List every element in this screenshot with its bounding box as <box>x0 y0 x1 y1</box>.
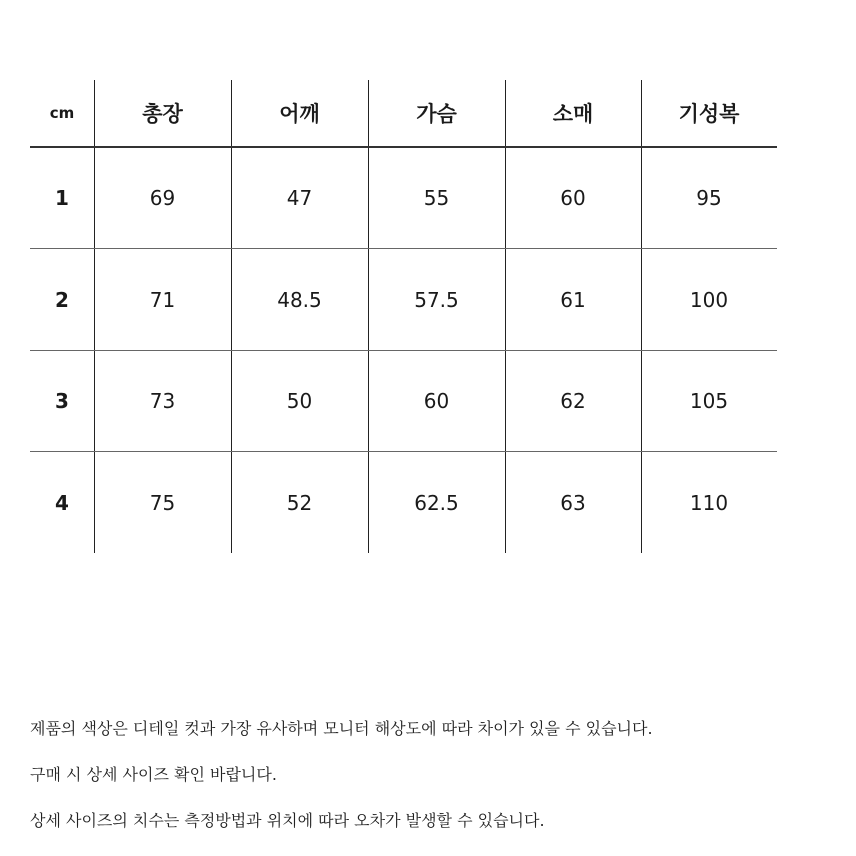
table-cell: 62.5 <box>414 490 459 515</box>
note-measurement-error: 상세 사이즈의 치수는 측정방법과 위치에 따라 오차가 발생할 수 있습니다. <box>30 811 545 830</box>
column-header-chest: 가슴 <box>416 102 457 126</box>
table-cell: 60 <box>560 186 586 210</box>
column-header-shoulder: 어깨 <box>279 102 320 126</box>
unit-label: cm <box>49 104 75 122</box>
row-label-size: 3 <box>55 389 69 413</box>
table-cell: 60 <box>423 389 450 413</box>
row-label-size: 1 <box>55 186 69 210</box>
size-chart-table <box>30 80 777 553</box>
table-cell: 95 <box>696 186 722 210</box>
table-cell: 63 <box>560 490 586 515</box>
table-cell: 73 <box>149 389 176 413</box>
table-cell: 71 <box>149 287 176 312</box>
table-cell: 61 <box>560 287 586 312</box>
table-cell: 110 <box>689 490 729 515</box>
table-cell: 52 <box>286 490 313 515</box>
column-header-sleeve: 소매 <box>552 102 594 126</box>
table-cell: 57.5 <box>414 287 459 312</box>
column-header-standard-size: 기성복 <box>678 102 740 126</box>
row-label-size: 4 <box>55 490 69 515</box>
note-color-disclaimer: 제품의 색상은 디테일 컷과 가장 유사하며 모니터 해상도에 따라 차이가 있을 수 있습니다. <box>30 719 653 738</box>
row-label-size: 2 <box>55 287 69 312</box>
table-cell: 69 <box>149 186 176 210</box>
table-cell: 62 <box>560 389 586 413</box>
table-cell: 100 <box>689 287 729 312</box>
table-cell: 50 <box>286 389 313 413</box>
table-cell: 105 <box>689 389 729 413</box>
note-check-size: 구매 시 상세 사이즈 확인 바랍니다. <box>30 765 277 784</box>
column-header-total-length: 총장 <box>142 102 183 126</box>
table-cell: 48.5 <box>277 287 322 312</box>
table-cell: 47 <box>286 186 313 210</box>
table-cell: 75 <box>149 490 176 515</box>
table-cell: 55 <box>423 186 450 210</box>
